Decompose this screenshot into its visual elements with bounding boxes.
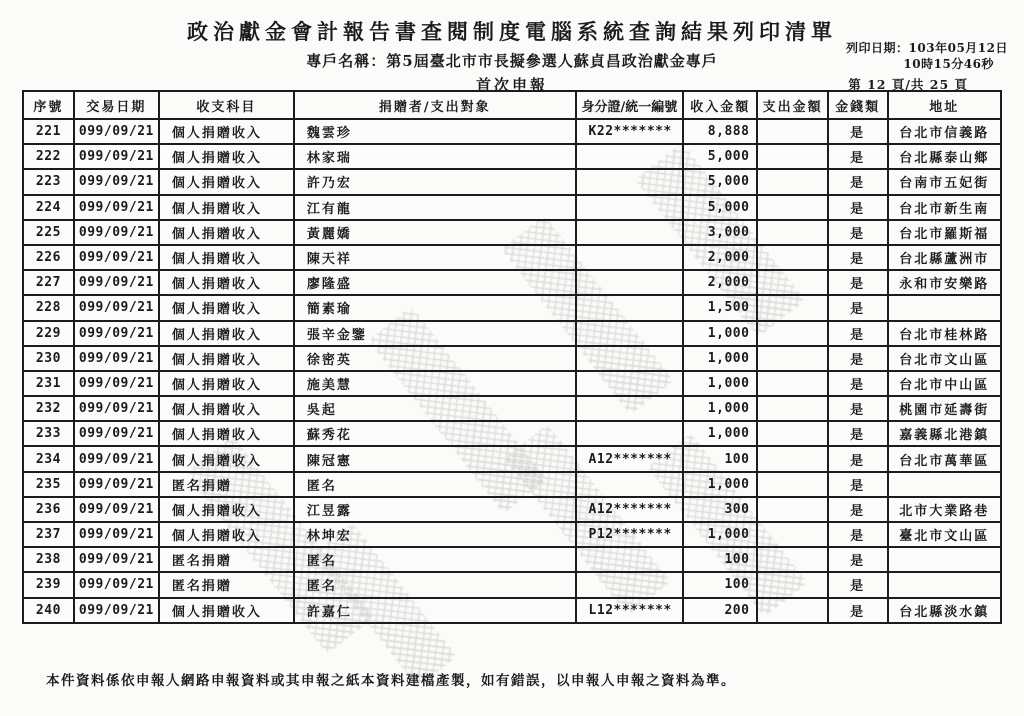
table-header [23, 91, 1001, 119]
cell: 台北市羅斯福 [888, 220, 1002, 245]
cell [576, 245, 684, 270]
cell: 099/09/21 [74, 245, 159, 270]
cell [757, 472, 827, 497]
table-row [23, 245, 1001, 270]
cell: 桃園市延壽街 [888, 396, 1002, 421]
cell [757, 547, 827, 572]
table-row [23, 446, 1001, 471]
cell: 個人捐贈收入 [159, 497, 294, 522]
cell [576, 396, 684, 421]
cell: 232 [23, 396, 74, 421]
cell: 是 [828, 144, 888, 169]
cell: 099/09/21 [74, 144, 159, 169]
cell: 個人捐贈收入 [159, 446, 294, 471]
cell: 是 [828, 421, 888, 446]
cell [576, 169, 684, 194]
cell: 林坤宏 [294, 522, 576, 547]
cell [576, 472, 684, 497]
cell: 是 [828, 195, 888, 220]
cell: 099/09/21 [74, 547, 159, 572]
cell: 台南市五妃街 [888, 169, 1002, 194]
cell: 223 [23, 169, 74, 194]
page-title: 政治獻金會計報告書查閱制度電腦系統查詢結果列印清單 [187, 19, 837, 44]
table-row [23, 497, 1001, 522]
table-row [23, 522, 1001, 547]
cell [757, 119, 827, 144]
cell: 099/09/21 [74, 169, 159, 194]
cell: 099/09/21 [74, 270, 159, 295]
table-row [23, 321, 1001, 346]
cell: 是 [828, 245, 888, 270]
cell: 是 [828, 572, 888, 597]
header-cell: 序號 [23, 91, 74, 119]
cell: 匿名捐贈 [159, 572, 294, 597]
cell: 099/09/21 [74, 446, 159, 471]
cell [757, 195, 827, 220]
cell: 100 [683, 572, 757, 597]
cell: 永和市安樂路 [888, 270, 1002, 295]
cell: 222 [23, 144, 74, 169]
cell: 1,500 [683, 295, 757, 320]
cell [757, 144, 827, 169]
cell: 235 [23, 472, 74, 497]
cell: 1,000 [683, 371, 757, 396]
cell: 231 [23, 371, 74, 396]
cell: 1,000 [683, 421, 757, 446]
cell [576, 295, 684, 320]
cell [757, 295, 827, 320]
cell: 099/09/21 [74, 295, 159, 320]
cell [576, 572, 684, 597]
cell [888, 547, 1002, 572]
cell: 是 [828, 472, 888, 497]
header-cell: 地址 [888, 91, 1002, 119]
cell: 3,000 [683, 220, 757, 245]
cell [576, 371, 684, 396]
table-row [23, 270, 1001, 295]
cell: 099/09/21 [74, 195, 159, 220]
cell: 江昱露 [294, 497, 576, 522]
cell: P12******* [576, 522, 684, 547]
page-number: 第 12 頁/共 25 頁 [848, 77, 968, 92]
header-cell: 收支科目 [159, 91, 294, 119]
cell: 林家瑞 [294, 144, 576, 169]
table-body [23, 119, 1001, 623]
cell [757, 245, 827, 270]
footer-note: 本件資料係依申報人網路申報資料或其申報之紙本資料建檔產製，如有錯誤，以申報人申報之資料為準。 [46, 673, 736, 689]
cell: 個人捐贈收入 [159, 169, 294, 194]
cell: 1,000 [683, 346, 757, 371]
cell: 是 [828, 446, 888, 471]
cell: 是 [828, 371, 888, 396]
cell: 是 [828, 547, 888, 572]
cell [757, 220, 827, 245]
cell: 徐密英 [294, 346, 576, 371]
cell [757, 371, 827, 396]
table-row [23, 547, 1001, 572]
cell: 5,000 [683, 195, 757, 220]
cell: 是 [828, 321, 888, 346]
cell: 100 [683, 547, 757, 572]
table-row [23, 144, 1001, 169]
cell [888, 472, 1002, 497]
cell: 100 [683, 446, 757, 471]
table-row [23, 371, 1001, 396]
cell [757, 598, 827, 623]
cell: 個人捐贈收入 [159, 220, 294, 245]
cell: 許嘉仁 [294, 598, 576, 623]
cell: 099/09/21 [74, 421, 159, 446]
cell: 江有龍 [294, 195, 576, 220]
cell: 240 [23, 598, 74, 623]
cell: 099/09/21 [74, 396, 159, 421]
cell: 5,000 [683, 144, 757, 169]
cell [757, 169, 827, 194]
cell: 是 [828, 598, 888, 623]
cell: 8,888 [683, 119, 757, 144]
cell: 200 [683, 598, 757, 623]
cell: 個人捐贈收入 [159, 144, 294, 169]
cell: 228 [23, 295, 74, 320]
cell: 個人捐贈收入 [159, 195, 294, 220]
cell: 台北市新生南 [888, 195, 1002, 220]
table-row [23, 472, 1001, 497]
cell: 匿名捐贈 [159, 547, 294, 572]
cell: 台北市萬華區 [888, 446, 1002, 471]
cell: 個人捐贈收入 [159, 371, 294, 396]
cell: 300 [683, 497, 757, 522]
cell [576, 547, 684, 572]
cell: 陳天祥 [294, 245, 576, 270]
print-info [846, 40, 1008, 72]
cell: 個人捐贈收入 [159, 522, 294, 547]
cell: 黃麗嬌 [294, 220, 576, 245]
table-row [23, 346, 1001, 371]
cell: 099/09/21 [74, 572, 159, 597]
table-row [23, 220, 1001, 245]
account-name: 專戶名稱：第5屆臺北市市長擬參選人蘇貞昌政治獻金專戶 [306, 52, 718, 70]
cell: 台北縣泰山鄉 [888, 144, 1002, 169]
table-row [23, 421, 1001, 446]
table-row [23, 396, 1001, 421]
cell [757, 346, 827, 371]
cell: 1,000 [683, 396, 757, 421]
cell: 是 [828, 497, 888, 522]
cell: 台北市桂林路 [888, 321, 1002, 346]
cell: A12******* [576, 497, 684, 522]
print-date: 列印日期：103年05月12日 [846, 41, 1008, 55]
cell: 個人捐贈收入 [159, 321, 294, 346]
cell: 簡素瑜 [294, 295, 576, 320]
cell: 099/09/21 [74, 472, 159, 497]
cell: 1,000 [683, 522, 757, 547]
cell: 239 [23, 572, 74, 597]
cell: 個人捐贈收入 [159, 421, 294, 446]
cell: 陳冠憲 [294, 446, 576, 471]
cell [576, 270, 684, 295]
header-cell: 身分證/統一編號 [576, 91, 684, 119]
cell [757, 572, 827, 597]
cell [888, 572, 1002, 597]
table-row [23, 295, 1001, 320]
cell [576, 421, 684, 446]
cell: 099/09/21 [74, 321, 159, 346]
cell: 台北市信義路 [888, 119, 1002, 144]
cell [757, 270, 827, 295]
cell: 238 [23, 547, 74, 572]
cell: 是 [828, 396, 888, 421]
cell [576, 220, 684, 245]
header-cell: 支出金額 [757, 91, 827, 119]
cell [576, 144, 684, 169]
table-row [23, 169, 1001, 194]
cell: 許乃宏 [294, 169, 576, 194]
cell: 2,000 [683, 270, 757, 295]
cell: 個人捐贈收入 [159, 598, 294, 623]
cell: 225 [23, 220, 74, 245]
cell: 吳起 [294, 396, 576, 421]
cell: 1,000 [683, 321, 757, 346]
cell: 227 [23, 270, 74, 295]
cell: 施美慧 [294, 371, 576, 396]
cell: 233 [23, 421, 74, 446]
cell: 229 [23, 321, 74, 346]
cell [757, 421, 827, 446]
header-cell: 捐贈者/支出對象 [294, 91, 576, 119]
header-cell: 交易日期 [74, 91, 159, 119]
cell: 台北縣蘆洲市 [888, 245, 1002, 270]
cell: 234 [23, 446, 74, 471]
cell: 237 [23, 522, 74, 547]
table-row [23, 119, 1001, 144]
cell: 099/09/21 [74, 598, 159, 623]
cell [757, 497, 827, 522]
cell [576, 346, 684, 371]
cell: 236 [23, 497, 74, 522]
cell: 221 [23, 119, 74, 144]
cell: 是 [828, 220, 888, 245]
cell [757, 522, 827, 547]
cell: 個人捐贈收入 [159, 270, 294, 295]
cell: 是 [828, 169, 888, 194]
cell: 北市大業路巷 [888, 497, 1002, 522]
cell: 是 [828, 119, 888, 144]
table-row [23, 195, 1001, 220]
cell: 匿名 [294, 472, 576, 497]
cell: 台北市中山區 [888, 371, 1002, 396]
cell: 台北縣淡水鎮 [888, 598, 1002, 623]
header-cell: 金錢類 [828, 91, 888, 119]
cell: 1,000 [683, 472, 757, 497]
cell: 個人捐贈收入 [159, 346, 294, 371]
cell: 蘇秀花 [294, 421, 576, 446]
cell: 匿名捐贈 [159, 472, 294, 497]
cell: A12******* [576, 446, 684, 471]
table-row [23, 572, 1001, 597]
cell: 台北市文山區 [888, 346, 1002, 371]
cell: 099/09/21 [74, 371, 159, 396]
cell: 魏雲珍 [294, 119, 576, 144]
cell [757, 446, 827, 471]
cell: K22******* [576, 119, 684, 144]
cell [576, 321, 684, 346]
cell: L12******* [576, 598, 684, 623]
print-time: 10時15分46秒 [903, 57, 994, 71]
cell [888, 295, 1002, 320]
cell: 099/09/21 [74, 346, 159, 371]
cell: 099/09/21 [74, 119, 159, 144]
cell [757, 396, 827, 421]
cell: 是 [828, 522, 888, 547]
header-cell: 收入金額 [683, 91, 757, 119]
cell: 張辛金鑒 [294, 321, 576, 346]
cell: 是 [828, 270, 888, 295]
cell: 廖隆盛 [294, 270, 576, 295]
table-row [23, 598, 1001, 623]
cell [576, 195, 684, 220]
cell: 個人捐贈收入 [159, 119, 294, 144]
cell: 匿名 [294, 547, 576, 572]
cell: 230 [23, 346, 74, 371]
cell: 個人捐贈收入 [159, 396, 294, 421]
cell: 是 [828, 295, 888, 320]
cell: 099/09/21 [74, 220, 159, 245]
cell: 224 [23, 195, 74, 220]
cell: 個人捐贈收入 [159, 245, 294, 270]
cell: 226 [23, 245, 74, 270]
cell: 臺北市文山區 [888, 522, 1002, 547]
cell: 099/09/21 [74, 522, 159, 547]
cell: 是 [828, 346, 888, 371]
cell: 個人捐贈收入 [159, 295, 294, 320]
cell: 099/09/21 [74, 497, 159, 522]
cell: 2,000 [683, 245, 757, 270]
cell: 嘉義縣北港鎮 [888, 421, 1002, 446]
cell [757, 321, 827, 346]
report-table [22, 90, 1002, 624]
cell: 5,000 [683, 169, 757, 194]
report-type-label: 首次申報 [475, 76, 548, 94]
cell: 匿名 [294, 572, 576, 597]
